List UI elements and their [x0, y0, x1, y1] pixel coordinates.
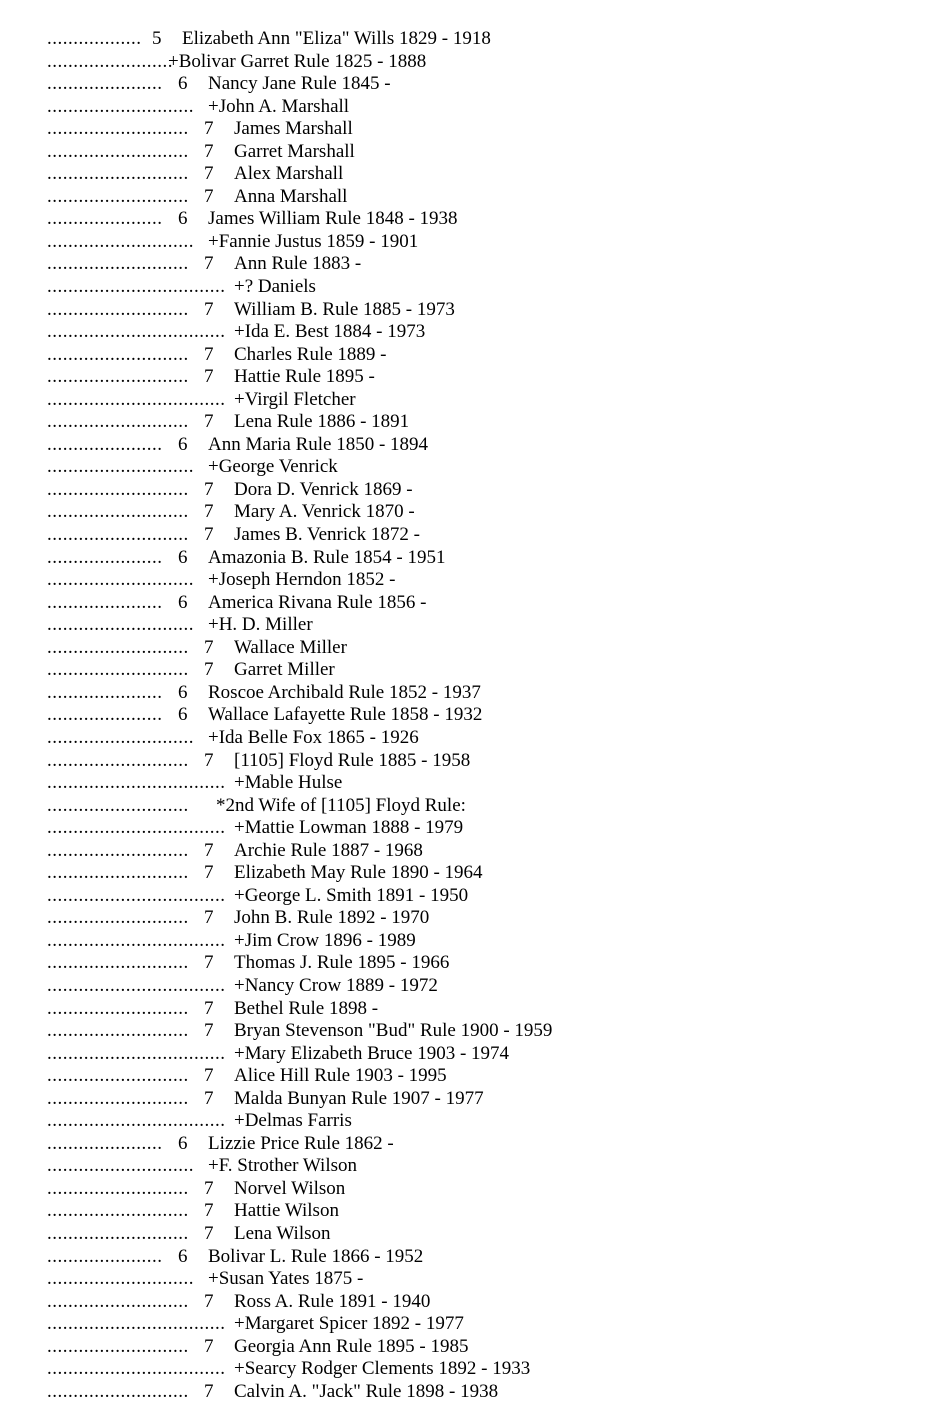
leader-dots: ........................... — [47, 1200, 189, 1222]
leader-dots: ........................... — [47, 524, 189, 546]
leader-dots: ............................ — [47, 1268, 194, 1290]
generation-number: 7 — [204, 1020, 214, 1042]
person-entry — [47, 163, 907, 186]
leader-dots: ........................... — [47, 1087, 189, 1109]
person-name: Norvel Wilson — [234, 1177, 346, 1199]
spouse-entry — [47, 276, 907, 299]
person-name: James B. Venrick 1872 - — [234, 524, 420, 546]
spouse-entry — [47, 975, 907, 998]
spouse-name: +Ida E. Best 1884 - 1973 — [234, 321, 426, 343]
spouse-entry — [47, 1358, 907, 1381]
person-name: Lena Rule 1886 - 1891 — [234, 411, 410, 433]
generation-number: 7 — [204, 163, 214, 185]
person-entry — [47, 501, 907, 524]
leader-dots: ........................... — [47, 366, 189, 388]
leader-dots: ........................... — [47, 1177, 189, 1199]
person-name: James William Rule 1848 - 1938 — [208, 208, 458, 230]
spouse-entry — [47, 1043, 907, 1066]
spouse-entry — [47, 389, 907, 412]
person-name: Roscoe Archibald Rule 1852 - 1937 — [208, 681, 481, 703]
generation-number: 7 — [204, 636, 214, 658]
generation-number: 6 — [178, 591, 188, 613]
leader-dots: .................................. — [47, 817, 226, 839]
spouse-entry — [47, 727, 907, 750]
generation-number: 6 — [178, 704, 188, 726]
person-entry — [47, 1336, 907, 1359]
leader-dots: ........................... — [47, 343, 189, 365]
leader-dots: .................................. — [47, 321, 226, 343]
generation-number: 7 — [204, 1222, 214, 1244]
spouse-name: +Susan Yates 1875 - — [208, 1268, 364, 1290]
person-entry — [47, 186, 907, 209]
leader-dots: ........................... — [47, 1380, 189, 1402]
leader-dots: ........................... — [47, 253, 189, 275]
leader-dots: ........................... — [47, 794, 189, 816]
person-entry — [47, 659, 907, 682]
leader-dots: ............................ — [47, 95, 194, 117]
leader-dots: .................................. — [47, 1110, 226, 1132]
generation-number: 7 — [204, 140, 214, 162]
generation-number: 6 — [178, 546, 188, 568]
generation-number: 7 — [204, 524, 214, 546]
person-entry — [47, 547, 907, 570]
leader-dots: ........................... — [47, 997, 189, 1019]
person-entry — [47, 1223, 907, 1246]
person-name: America Rivana Rule 1856 - — [208, 591, 427, 613]
spouse-name: +Mary Elizabeth Bruce 1903 - 1974 — [234, 1042, 510, 1064]
spouse-name: +Bolivar Garret Rule 1825 - 1888 — [168, 50, 427, 72]
person-name: Ann Rule 1883 - — [234, 253, 362, 275]
generation-number: 7 — [204, 411, 214, 433]
generation-number: 7 — [204, 839, 214, 861]
generation-number: 7 — [204, 118, 214, 140]
person-name: Elizabeth Ann "Eliza" Wills 1829 - 1918 — [182, 28, 491, 49]
person-entry — [47, 524, 907, 547]
person-name: Ross A. Rule 1891 - 1940 — [234, 1290, 431, 1312]
descendant-list — [47, 28, 907, 1403]
person-name: Georgia Ann Rule 1895 - 1985 — [234, 1335, 469, 1357]
person-entry — [47, 1200, 907, 1223]
spouse-entry — [47, 96, 907, 119]
leader-dots: ........................ — [47, 50, 173, 72]
spouse-name: +Ida Belle Fox 1865 - 1926 — [208, 726, 419, 748]
person-name: John B. Rule 1892 - 1970 — [234, 907, 430, 929]
generation-number: 7 — [204, 1200, 214, 1222]
leader-dots: ........................... — [47, 862, 189, 884]
spouse-entry — [47, 885, 907, 908]
spouse-name: +Mable Hulse — [234, 772, 343, 794]
spouse-name: +Jim Crow 1896 - 1989 — [234, 929, 416, 951]
leader-dots: ........................... — [47, 185, 189, 207]
leader-dots: ............................ — [47, 569, 194, 591]
leader-dots: .................. — [47, 28, 142, 49]
spouse-entry — [47, 1313, 907, 1336]
person-entry — [47, 1291, 907, 1314]
leader-dots: .................................. — [47, 1358, 226, 1380]
spouse-entry — [47, 456, 907, 479]
person-name: Nancy Jane Rule 1845 - — [208, 73, 391, 95]
spouse-name: +Mattie Lowman 1888 - 1979 — [234, 817, 464, 839]
leader-dots: ...................... — [47, 1132, 163, 1154]
person-name: Malda Bunyan Rule 1907 - 1977 — [234, 1087, 484, 1109]
spouse-entry — [47, 51, 907, 74]
person-entry — [47, 479, 907, 502]
person-entry — [47, 1246, 907, 1269]
leader-dots: ........................... — [47, 501, 189, 523]
generation-number: 7 — [204, 185, 214, 207]
note-text: *2nd Wife of [1105] Floyd Rule: — [216, 794, 466, 816]
leader-dots: ........................... — [47, 140, 189, 162]
person-name: Bryan Stevenson "Bud" Rule 1900 - 1959 — [234, 1020, 553, 1042]
generation-number: 7 — [204, 1087, 214, 1109]
spouse-entry — [47, 1110, 907, 1133]
leader-dots: ............................ — [47, 456, 194, 478]
person-name: James Marshall — [234, 118, 353, 140]
person-entry — [47, 862, 907, 885]
person-entry — [47, 253, 907, 276]
person-name: Bethel Rule 1898 - — [234, 997, 379, 1019]
leader-dots: ........................... — [47, 118, 189, 140]
person-entry — [47, 28, 907, 51]
spouse-name: +Virgil Fletcher — [234, 388, 356, 410]
person-entry — [47, 1381, 907, 1404]
leader-dots: ........................... — [47, 478, 189, 500]
person-entry — [47, 141, 907, 164]
person-name: Mary A. Venrick 1870 - — [234, 501, 415, 523]
leader-dots: ...................... — [47, 591, 163, 613]
person-entry — [47, 907, 907, 930]
leader-dots: ...................... — [47, 1245, 163, 1267]
generation-number: 6 — [178, 1132, 188, 1154]
spouse-entry — [47, 772, 907, 795]
person-name: Anna Marshall — [234, 185, 348, 207]
leader-dots: ............................ — [47, 614, 194, 636]
generation-number: 7 — [204, 907, 214, 929]
generation-number: 6 — [178, 208, 188, 230]
spouse-entry — [47, 1268, 907, 1291]
leader-dots: ...................... — [47, 208, 163, 230]
person-entry — [47, 73, 907, 96]
leader-dots: .................................. — [47, 974, 226, 996]
leader-dots: .................................. — [47, 276, 226, 298]
spouse-entry — [47, 1155, 907, 1178]
leader-dots: ...................... — [47, 73, 163, 95]
person-name: Dora D. Venrick 1869 - — [234, 478, 413, 500]
spouse-name: +F. Strother Wilson — [208, 1155, 358, 1177]
note-entry — [47, 795, 907, 818]
person-name: Alex Marshall — [234, 163, 344, 185]
person-name: Alice Hill Rule 1903 - 1995 — [234, 1065, 447, 1087]
person-name: Bolivar L. Rule 1866 - 1952 — [208, 1245, 424, 1267]
person-name: Garret Miller — [234, 659, 335, 681]
person-entry — [47, 118, 907, 141]
person-entry — [47, 366, 907, 389]
generation-number: 7 — [204, 659, 214, 681]
person-entry — [47, 344, 907, 367]
generation-number: 7 — [204, 366, 214, 388]
generation-number: 7 — [204, 478, 214, 500]
spouse-name: +Margaret Spicer 1892 - 1977 — [234, 1313, 464, 1335]
person-entry — [47, 952, 907, 975]
person-entry — [47, 1133, 907, 1156]
generation-number: 6 — [178, 681, 188, 703]
person-name: Hattie Wilson — [234, 1200, 339, 1222]
person-entry — [47, 411, 907, 434]
person-name: Wallace Miller — [234, 636, 347, 658]
person-name: Garret Marshall — [234, 140, 355, 162]
person-name: Amazonia B. Rule 1854 - 1951 — [208, 546, 446, 568]
generation-number: 6 — [178, 433, 188, 455]
leader-dots: ............................ — [47, 230, 194, 252]
leader-dots: .................................. — [47, 1042, 226, 1064]
person-entry — [47, 1020, 907, 1043]
spouse-name: +John A. Marshall — [208, 95, 350, 117]
leader-dots: .................................. — [47, 772, 226, 794]
spouse-name: +George Venrick — [208, 456, 338, 478]
leader-dots: ...................... — [47, 704, 163, 726]
leader-dots: ...................... — [47, 546, 163, 568]
person-name: Charles Rule 1889 - — [234, 343, 387, 365]
spouse-name: +George L. Smith 1891 - 1950 — [234, 884, 469, 906]
leader-dots: .................................. — [47, 1313, 226, 1335]
leader-dots: .................................. — [47, 388, 226, 410]
leader-dots: ........................... — [47, 1335, 189, 1357]
generation-number: 7 — [204, 1335, 214, 1357]
spouse-entry — [47, 614, 907, 637]
leader-dots: ........................... — [47, 1065, 189, 1087]
spouse-name: +Joseph Herndon 1852 - — [208, 569, 396, 591]
person-entry — [47, 1178, 907, 1201]
leader-dots: ........................... — [47, 411, 189, 433]
leader-dots: .................................. — [47, 884, 226, 906]
leader-dots: ...................... — [47, 433, 163, 455]
person-name: William B. Rule 1885 - 1973 — [234, 298, 455, 320]
generation-number: 7 — [204, 343, 214, 365]
person-name: Lena Wilson — [234, 1222, 331, 1244]
person-name: Elizabeth May Rule 1890 - 1964 — [234, 862, 483, 884]
person-name: Archie Rule 1887 - 1968 — [234, 839, 423, 861]
spouse-entry — [47, 817, 907, 840]
person-name: [1105] Floyd Rule 1885 - 1958 — [234, 749, 471, 771]
person-entry — [47, 704, 907, 727]
leader-dots: ........................... — [47, 839, 189, 861]
spouse-entry — [47, 569, 907, 592]
leader-dots: ........................... — [47, 636, 189, 658]
generation-number: 7 — [204, 253, 214, 275]
generation-number: 6 — [178, 73, 188, 95]
person-entry — [47, 592, 907, 615]
leader-dots: ........................... — [47, 907, 189, 929]
generation-number: 7 — [204, 1380, 214, 1402]
generation-number: 7 — [204, 862, 214, 884]
person-entry — [47, 299, 907, 322]
person-entry — [47, 434, 907, 457]
leader-dots: ............................ — [47, 1155, 194, 1177]
generation-number: 7 — [204, 952, 214, 974]
generation-number: 7 — [204, 501, 214, 523]
spouse-entry — [47, 321, 907, 344]
leader-dots: ...................... — [47, 681, 163, 703]
leader-dots: ........................... — [47, 1020, 189, 1042]
spouse-name: +Nancy Crow 1889 - 1972 — [234, 974, 438, 996]
person-name: Lizzie Price Rule 1862 - — [208, 1132, 394, 1154]
generation-number: 6 — [178, 1245, 188, 1267]
spouse-name: +Searcy Rodger Clements 1892 - 1933 — [234, 1358, 531, 1380]
leader-dots: ............................ — [47, 726, 194, 748]
person-name: Calvin A. "Jack" Rule 1898 - 1938 — [234, 1380, 499, 1402]
person-entry — [47, 637, 907, 660]
generation-number: 7 — [204, 997, 214, 1019]
person-name: Wallace Lafayette Rule 1858 - 1932 — [208, 704, 483, 726]
leader-dots: ........................... — [47, 749, 189, 771]
spouse-entry — [47, 231, 907, 254]
spouse-name: +H. D. Miller — [208, 614, 313, 636]
generation-number: 7 — [204, 749, 214, 771]
leader-dots: ........................... — [47, 952, 189, 974]
person-entry — [47, 998, 907, 1021]
leader-dots: ........................... — [47, 163, 189, 185]
spouse-entry — [47, 930, 907, 953]
person-name: Ann Maria Rule 1850 - 1894 — [208, 433, 429, 455]
person-entry — [47, 1088, 907, 1111]
spouse-name: +? Daniels — [234, 276, 316, 298]
person-entry — [47, 1065, 907, 1088]
person-entry — [47, 208, 907, 231]
leader-dots: ........................... — [47, 298, 189, 320]
generation-number: 7 — [204, 1065, 214, 1087]
leader-dots: ........................... — [47, 1290, 189, 1312]
generation-number: 5 — [152, 28, 162, 49]
person-entry — [47, 750, 907, 773]
person-entry — [47, 682, 907, 705]
leader-dots: ........................... — [47, 1222, 189, 1244]
leader-dots: .................................. — [47, 929, 226, 951]
generation-number: 7 — [204, 298, 214, 320]
person-entry — [47, 840, 907, 863]
spouse-name: +Delmas Farris — [234, 1110, 352, 1132]
person-name: Thomas J. Rule 1895 - 1966 — [234, 952, 450, 974]
generation-number: 7 — [204, 1177, 214, 1199]
generation-number: 7 — [204, 1290, 214, 1312]
spouse-name: +Fannie Justus 1859 - 1901 — [208, 230, 419, 252]
leader-dots: ........................... — [47, 659, 189, 681]
person-name: Hattie Rule 1895 - — [234, 366, 375, 388]
